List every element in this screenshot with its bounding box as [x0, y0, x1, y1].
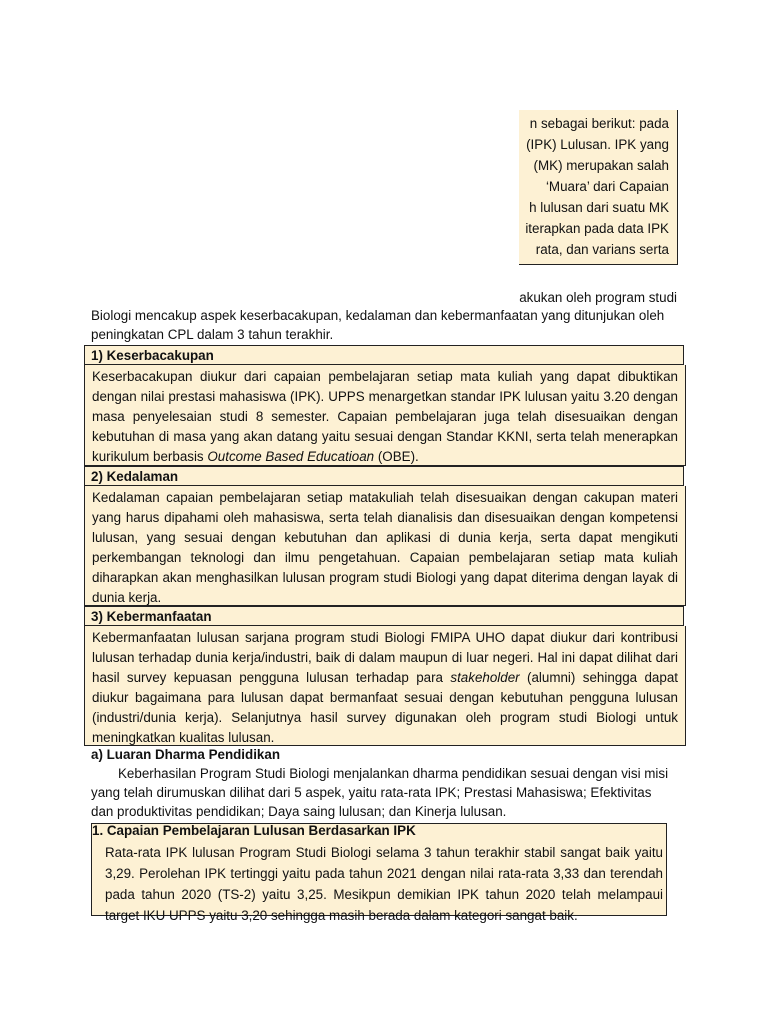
luaran-heading: a) Luaran Dharma Pendidikan [91, 747, 281, 762]
clipped-line-5: h lulusan dari suatu MK [529, 200, 669, 215]
clipped-line-4: ‘Muara’ dari Capaian [545, 179, 669, 194]
intro-line-3: peningkatan CPL dalam 3 tahun terakhir. [91, 327, 334, 342]
luaran-line-3: dan produktivitas pendidikan; Daya saing lulusan; dan Kinerja lulusan. [91, 804, 507, 819]
section-heading-kedalaman: 2) Kedalaman [84, 466, 684, 486]
clipped-line-3: (MK) merupakan salah [533, 158, 669, 173]
section-body-kebermanfaatan [84, 626, 686, 746]
cpl-text: Rata-rata IPK lulusan Program Studi Biologi selama 3 tahun terakhir stabil sangat baik yaitu 3,29. Perolehan IPK tertinggi yaitu pada tahun 2021 dengan nilai rata-rata 3,33 dan terendah pada tahun 2020 (TS-2) yaitu 3,25. Mesikpun demikian IPK tahun 2020 telah melampaui target IKU UPPS yaitu 3,20 sehingga masih berada dalam kategori sangat baik. [105, 845, 663, 923]
clipped-text-box [519, 110, 678, 265]
section-text-kedalaman: Kedalaman capaian pembelajaran setiap matakuliah telah disesuaikan dengan cakupan materi yang harus dipahami oleh mahasiswa, serta telah dianalisis dan disesuaikan dengan kompetensi lulusan, yang sesuai dengan kebutuhan dan aplikasi di dunia kerja, serta dapat mengikuti perkembangan teknologi dan ilmu pengetahuan. Capaian pembelajaran setiap mata kuliah diharapkan akan menghasilkan lulusan program studi Biologi yang dapat diterima dengan layak di dunia kerja. [92, 490, 678, 605]
clipped-line-7: rata, dan varians serta [535, 242, 669, 257]
clipped-line-6: iterapkan pada data IPK [525, 221, 669, 236]
section-body-kedalaman [84, 486, 686, 606]
section-heading-keserbacakupan: 1) Keserbacakupan [84, 345, 684, 365]
clipped-line-2: (IPK) Lulusan. IPK yang [526, 137, 669, 152]
intro-line-1: akukan oleh program studi [519, 290, 677, 305]
section-body-keserbacakupan [84, 365, 686, 466]
clipped-line-1: n sebagai berikut: pada [529, 116, 669, 131]
cpl-heading: 1. Capaian Pembelajaran Lulusan Berdasarkan IPK [92, 823, 416, 838]
luaran-line-2: yang telah dirumuskan dilihat dari 5 aspek, yaitu rata-rata IPK; Prestasi Mahasiswa; Efektivitas [91, 785, 652, 800]
section-heading-kebermanfaatan: 3) Kebermanfaatan [84, 606, 684, 626]
cpl-box [91, 823, 667, 923]
section-text-keserbacakupan: Keserbacakupan diukur dari capaian pembelajaran setiap mata kuliah yang dapat dibuktikan dengan nilai prestasi mahasiswa (IPK). UPPS menargetkan standar IPK lulusan yaitu 3.20 dengan masa penyelesaian studi 8 semester. Capaian pembelajaran juga telah disesuaikan dengan kebutuhan di masa yang akan datang yaitu sesuai dengan Standar KKNI, serta telah menerapkan kurikulum berbasis Outcome Based Educatioan (OBE). [92, 369, 678, 464]
section-text-kebermanfaatan: Kebermanfaatan lulusan sarjana program studi Biologi FMIPA UHO dapat diukur dari kontribusi lulusan terhadap dunia kerja/industri, baik di dalam maupun di luar negeri. Hal ini dapat dilihat dari hasil survey kepuasan pengguna lulusan terhadap para stakeholder (alumni) sehingga dapat diukur bagaimana para lulusan dapat bermanfaat sesuai dengan kebutuhan pengguna lulusan (industri/dunia kerja). Selanjutnya hasil survey digunakan oleh program studi Biologi untuk meningkatkan kualitas lulusan. [92, 630, 678, 745]
intro-line-2: Biologi mencakup aspek keserbacakupan, kedalaman dan kebermanfaatan yang ditunjukan oleh [91, 308, 665, 323]
luaran-line-1: Keberhasilan Program Studi Biologi menjalankan dharma pendidikan sesuai dengan visi misi [118, 766, 669, 781]
